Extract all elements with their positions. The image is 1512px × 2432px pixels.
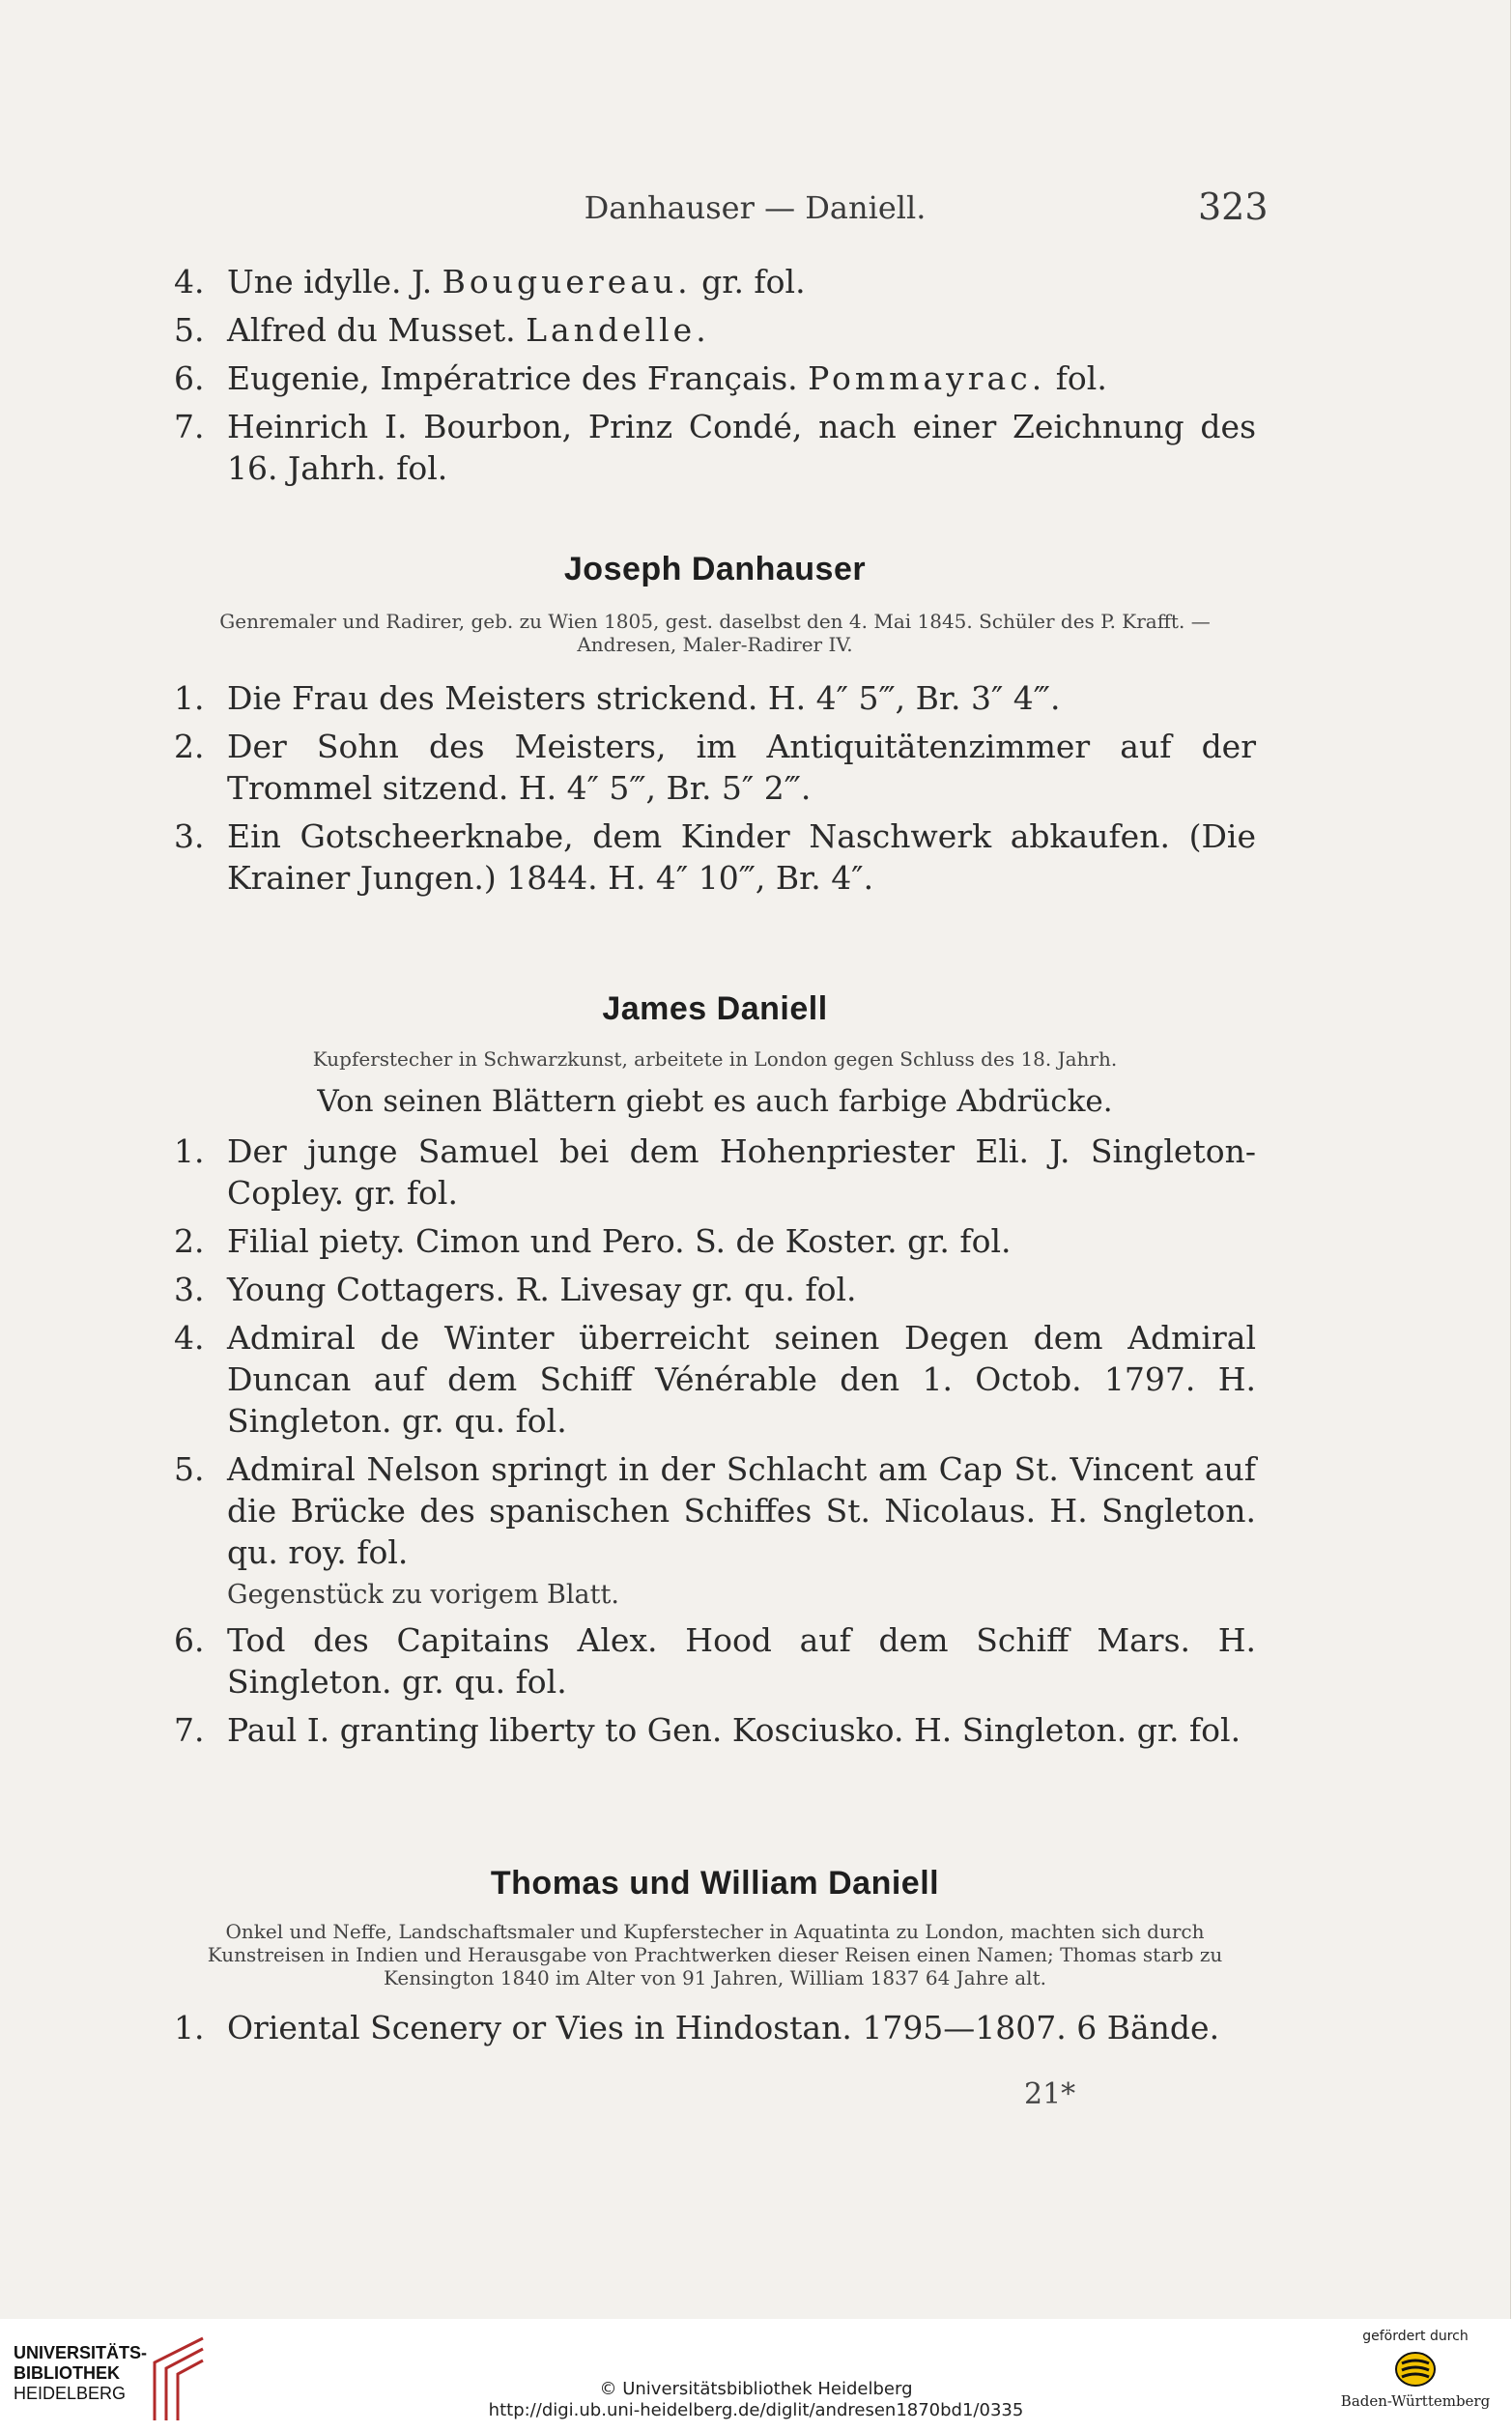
entry-text: Paul I. granting liberty to Gen. Kosciusko. H. Singleton. gr. fol. <box>227 1711 1241 1749</box>
section-heading: Joseph Danhauser <box>563 551 867 587</box>
list-item <box>174 815 1256 899</box>
entry-text: Oriental Scenery or Vies in Hindostan. 1795—1807. 6 Bände. <box>227 2009 1220 2046</box>
list-item <box>174 1709 1256 1751</box>
list-item <box>174 1619 1256 1702</box>
funder-name: Baden-Württemberg <box>1340 2392 1491 2410</box>
list-item <box>174 358 1256 399</box>
list-item <box>174 1317 1256 1442</box>
entry-number: 4. <box>174 263 205 300</box>
entry-text: Alfred du Musset. <box>227 311 527 349</box>
entry-number: 1. <box>174 1132 205 1170</box>
library-name-line2: BIBLIOTHEK <box>14 2363 120 2383</box>
section-intro: Genremaler und Radirer, geb. zu Wien 1805, gest. daselbst den 4. Mai 1845. Schüler des P. Krafft. — Andresen, Maler-Radirer IV. <box>219 610 1211 656</box>
list-item <box>174 1220 1256 1262</box>
copyright-block <box>0 2379 1512 2421</box>
entry-text: Admiral Nelson springt in der Schlacht am Cap St. Vincent auf die Brücke des spanischen Schiffes St. Nicolaus. H. Sngleton. qu. roy. fol. <box>227 1450 1256 1571</box>
list-item <box>174 261 1256 302</box>
funder-block <box>1324 2329 1507 2410</box>
list-item <box>174 726 1256 809</box>
entry-artist: Landelle. <box>526 311 710 349</box>
entry-number: 5. <box>174 311 205 349</box>
entry-number: 6. <box>174 359 205 397</box>
entry-number: 6. <box>174 1621 205 1659</box>
section-james-daniell <box>174 990 1256 1758</box>
entry-number: 4. <box>174 1319 205 1357</box>
entry-number: 2. <box>174 728 205 765</box>
entry-artist: Bouguereau. <box>442 263 692 300</box>
page-number: 323 <box>1198 186 1269 228</box>
entry-number: 3. <box>174 817 205 855</box>
library-name-line3: HEIDELBERG <box>14 2384 127 2403</box>
signature-mark: 21* <box>1024 2077 1076 2111</box>
coat-of-arms-icon <box>1390 2350 1441 2389</box>
copyright-text: © Universitätsbibliothek Heidelberg <box>599 2379 913 2399</box>
entry-text: Tod des Capitains Alex. Hood auf dem Schiff Mars. H. Singleton. gr. qu. fol. <box>227 1621 1256 1701</box>
list-item <box>174 309 1256 351</box>
section-intro: Onkel und Neffe, Landschaftsmaler und Kupferstecher in Aquatinta zu London, machten sich durch Kunstreisen in Indien und Herausgabe von Prachtwerken dieser Reisen einen Namen; Thomas starb zu Kensington 1840 im Alter von 91 Jahren, William 1837 64 Jahre alt. <box>207 1920 1223 1989</box>
list-item <box>174 1269 1256 1310</box>
entry-number: 3. <box>174 1271 205 1308</box>
entry-number: 1. <box>174 2009 205 2046</box>
list-item <box>174 1130 1256 1214</box>
entry-number: 7. <box>174 408 205 445</box>
section-note: Von seinen Blättern giebt es auch farbige Abdrücke. <box>317 1084 1113 1119</box>
entry-text: Admiral de Winter überreicht seinen Degen dem Admiral Duncan auf dem Schiff Vénérable den 1. Octob. 1797. H. Singleton. gr. qu. fol. <box>227 1319 1256 1440</box>
entry-number: 2. <box>174 1222 205 1260</box>
entry-text: Ein Gotscheerknabe, dem Kinder Naschwerk abkaufen. (Die Krainer Jungen.) 1844. H. 4″ 10‴, Br. 4″. <box>227 817 1256 897</box>
entry-subnote: Gegenstück zu vorigem Blatt. <box>227 1580 619 1610</box>
entry-text: Die Frau des Meisters strickend. H. 4″ 5‴, Br. 3″ 4‴. <box>227 679 1061 717</box>
source-url-link[interactable]: http://digi.ub.uni-heidelberg.de/diglit/andresen1870bd1/0335 <box>488 2400 1024 2420</box>
entry-artist: Pommayrac. <box>808 359 1046 397</box>
entry-text: Eugenie, Impératrice des Français. <box>227 359 809 397</box>
list-item <box>174 406 1256 489</box>
section-heading: Thomas und William Daniell <box>490 1865 940 1902</box>
section-thomas-william-daniell <box>174 1865 1256 2055</box>
entry-text: Heinrich I. Bourbon, Prinz Condé, nach einer Zeichnung des 16. Jahrh. fol. <box>227 408 1256 487</box>
top-entries <box>174 261 1256 496</box>
entry-text: Der junge Samuel bei dem Hohenpriester Eli. J. Singleton-Copley. gr. fol. <box>227 1132 1256 1212</box>
entry-text: Der Sohn des Meisters, im Antiquitätenzimmer auf der Trommel sitzend. H. 4″ 5‴, Br. 5″ 2‴. <box>227 728 1256 807</box>
section-heading: James Daniell <box>602 990 828 1027</box>
entry-tail: fol. <box>1045 359 1107 397</box>
running-title: Danhauser — Daniell. <box>584 189 927 226</box>
entry-number: 7. <box>174 1711 205 1749</box>
list-item <box>174 677 1256 719</box>
library-name-line1: UNIVERSITÄTS- <box>14 2343 148 2362</box>
section-danhauser <box>174 551 1256 905</box>
entry-text: Une idylle. J. <box>227 263 442 300</box>
entry-text: Filial piety. Cimon und Pero. S. de Koster. gr. fol. <box>227 1222 1012 1260</box>
list-item <box>174 1448 1256 1573</box>
funder-label: gefördert durch <box>1362 2329 1469 2344</box>
section-intro: Kupferstecher in Schwarzkunst, arbeitete in London gegen Schluss des 18. Jahrh. <box>312 1047 1118 1071</box>
entry-text: Young Cottagers. R. Livesay gr. qu. fol. <box>227 1271 857 1308</box>
list-item <box>174 2007 1256 2048</box>
entry-number: 5. <box>174 1450 205 1488</box>
entry-number: 1. <box>174 679 205 717</box>
entry-tail: gr. fol. <box>691 263 806 300</box>
